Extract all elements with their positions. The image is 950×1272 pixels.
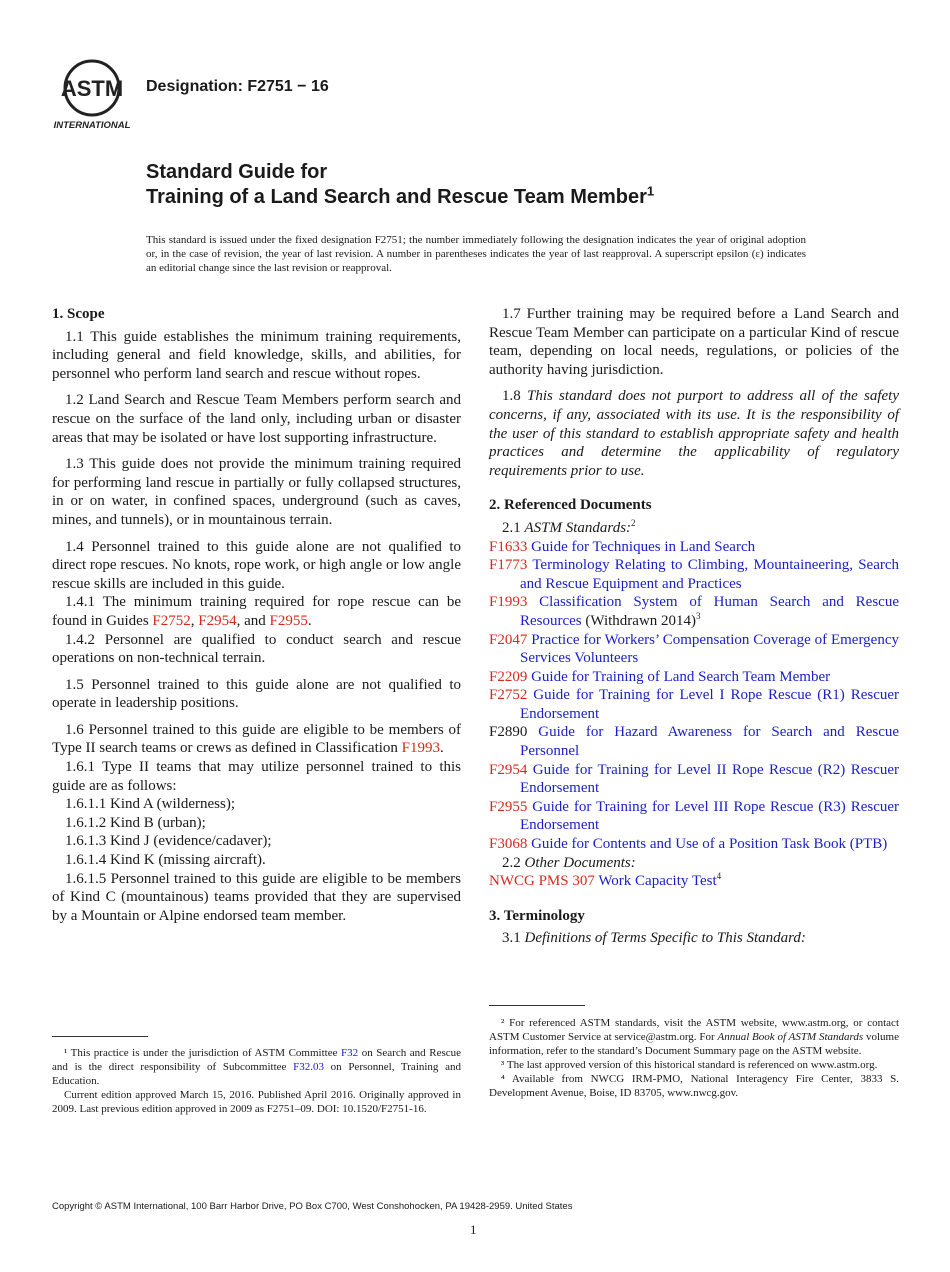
para-2-1: 2.1 ASTM Standards:$^2$ bbox=[502, 517, 636, 536]
reference-item bbox=[489, 723, 899, 760]
para-1-4-1: 1.4.1 The minimum training required for rope rescue can be found in Guides F2752, F2954, and F2955. bbox=[52, 594, 461, 629]
astm-logo bbox=[50, 58, 134, 132]
referenced-standards-list bbox=[489, 538, 899, 854]
ref-code[interactable]: F1773 bbox=[489, 557, 528, 574]
ref-title[interactable]: Classification System of Human Search and Rescue Resources bbox=[520, 594, 899, 629]
ref-code[interactable]: F1633 bbox=[489, 538, 528, 555]
para-1-4: 1.4 Personnel trained to this guide alone are not qualified to direct rope rescues. No knots, rope work, or high angle or low angle rescue skills are included in this guide. bbox=[52, 538, 461, 592]
reference-item bbox=[489, 798, 899, 835]
footnote-2: ² For referenced ASTM standards, visit the ASTM website, www.astm.org, or contact ASTM Customer Service at service@astm.org. For Annual Book of ASTM Standards volume information, refer to the standard’s Document Summary page on the ASTM website. bbox=[489, 1017, 899, 1057]
reference-item bbox=[489, 538, 899, 557]
para-1-4-2: 1.4.2 Personnel are qualified to conduct search and rescue operations on non-technical terrain. bbox=[52, 631, 461, 667]
para-1-6-1-1: 1.6.1.1 Kind A (wilderness); bbox=[65, 796, 235, 813]
ref-code[interactable]: F2209 bbox=[489, 668, 528, 685]
ref-link[interactable]: F32.03 bbox=[293, 1061, 324, 1073]
para-1-6-1-4: 1.6.1.4 Kind K (missing aircraft). bbox=[65, 852, 266, 869]
svg-text:ASTM: ASTM bbox=[60, 76, 124, 101]
para-1-8: 1.8 This standard does not purport to address all of the safety concerns, if any, associated with its use. It is the responsibility of the user of this standard to establish appropriate safety and health practices and determine the applicability of regulatory requirements prior to use. bbox=[489, 388, 900, 479]
ref-link[interactable]: F2954 bbox=[198, 612, 237, 629]
reference-item bbox=[489, 686, 899, 723]
ref-title[interactable]: Guide for Training of Land Search Team Member bbox=[531, 668, 831, 685]
para-1-6-1-2: 1.6.1.2 Kind B (urban); bbox=[65, 814, 206, 831]
intro-paragraph: This standard is issued under the fixed designation F2751; the number immediately following the designation indicates the year of original adoption or, in the case of revision, the year of last revision. A number in parentheses indicates the year of last reapproval. A superscript epsilon (ε) indicates an editorial change since the last revision or reapproval. bbox=[146, 234, 806, 274]
ref-title[interactable]: Guide for Hazard Awareness for Search and Rescue Personnel bbox=[520, 724, 900, 760]
ref-title[interactable]: Guide for Contents and Use of a Position Task Book (PTB) bbox=[531, 836, 888, 853]
para-1-6-1: 1.6.1 Type II teams that may utilize personnel trained to this guide are as follows: bbox=[52, 759, 461, 794]
ref-code[interactable]: F2955 bbox=[489, 798, 528, 815]
ref-code[interactable]: NWCG PMS 307 bbox=[489, 873, 595, 890]
reference-item bbox=[489, 631, 899, 668]
reference-item bbox=[489, 761, 899, 798]
ref-title[interactable]: Work Capacity Test bbox=[598, 873, 717, 890]
copyright-notice: Copyright © ASTM International, 100 Barr Harbor Drive, PO Box C700, West Conshohocken, PA 19428-2959. United States bbox=[52, 1201, 573, 1212]
reference-item bbox=[489, 668, 899, 687]
para-1-7: 1.7 Further training may be required before a Land Search and Rescue Team Member can participate on a particular Kind of rescue team, depending on local needs, regulations, or policies of the authority having jurisdiction. bbox=[489, 306, 899, 378]
svg-text:INTERNATIONAL: INTERNATIONAL bbox=[53, 120, 131, 131]
ref-link[interactable]: F2752 bbox=[152, 612, 191, 629]
ref-code[interactable]: F1993 bbox=[489, 594, 528, 611]
ref-link[interactable]: F32 bbox=[341, 1047, 359, 1059]
footnotes-right bbox=[489, 1016, 899, 1100]
footnote-rule bbox=[52, 1036, 148, 1037]
ref-link[interactable]: F1993 bbox=[401, 740, 441, 757]
para-1-1: 1.1 This guide establishes the minimum training requirements, including general and field knowledge, skills, and abilities, for personnel who perform land search and rescue without ropes. bbox=[52, 328, 461, 382]
footnote-rule bbox=[489, 1005, 585, 1006]
ref-code[interactable]: F2752 bbox=[489, 687, 528, 704]
right-column bbox=[489, 305, 899, 948]
left-column bbox=[52, 305, 461, 925]
footnote-3: ³ The last approved version of this historical standard is referenced on www.astm.org. bbox=[501, 1059, 878, 1071]
ref-title[interactable]: Guide for Training for Level I Rope Rescue (R1) Rescuer Endorsement bbox=[520, 687, 900, 722]
para-1-6: 1.6 Personnel trained to this guide are eligible to be members of Type II search teams or crews as defined in Classification F1993. bbox=[52, 721, 461, 757]
ref-title[interactable]: Guide for Training for Level II Rope Rescue (R2) Rescuer Endorsement bbox=[520, 761, 900, 797]
ref-title[interactable]: Guide for Techniques in Land Search bbox=[531, 538, 756, 555]
footnote-1: ¹ This practice is under the jurisdiction of ASTM Committee F32 on Search and Rescue and is the direct responsibility of Subcommittee F32.03 on Personnel, Training and Education. bbox=[52, 1047, 462, 1087]
ref-code[interactable]: F2954 bbox=[489, 761, 528, 778]
ref-code[interactable]: F3068 bbox=[489, 836, 528, 853]
footnotes-left bbox=[52, 1046, 461, 1116]
reference-item-nwcg: NWCG PMS 307 Work Capacity Test$^4$ bbox=[489, 871, 722, 890]
section-heading-terminology: 3. Terminology bbox=[489, 907, 585, 924]
reference-item bbox=[489, 835, 899, 854]
reference-item: F1993 Classification System of Human Search and Rescue Resources (Withdrawn 2014)$^3$ bbox=[489, 594, 899, 629]
para-2-2: 2.2 Other Documents: bbox=[502, 854, 636, 871]
para-1-3: 1.3 This guide does not provide the minimum training required for performing land rescue in partially or fully collapsed structures, in or on water, in confined spaces, underground (such as caves, mines, and tunnels), or in mountainous terrain. bbox=[52, 456, 461, 528]
para-3-1: 3.1 Definitions of Terms Specific to This Standard: bbox=[502, 930, 806, 947]
ref-link[interactable]: F2955 bbox=[269, 612, 308, 629]
ref-title[interactable]: Practice for Workers’ Compensation Coverage of Emergency Services Volunteers bbox=[520, 631, 899, 667]
ref-title[interactable]: Terminology Relating to Climbing, Mountaineering, Search and Rescue Equipment and Practices bbox=[520, 557, 899, 592]
section-heading-referenced-documents: 2. Referenced Documents bbox=[489, 497, 652, 514]
document-title: Standard Guide for Training of a Land Search and Rescue Team Member$^1$ bbox=[146, 161, 655, 208]
para-1-6-1-5: 1.6.1.5 Personnel trained to this guide are eligible to be members of Kind C (mountainous) teams provided that they are supervised by a Mountain or Alpine endorsed team member. bbox=[52, 870, 461, 924]
ref-title[interactable]: Guide for Training for Level III Rope Rescue (R3) Rescuer Endorsement bbox=[520, 798, 900, 834]
designation: Designation: F2751 − 16 bbox=[146, 78, 329, 95]
para-1-5: 1.5 Personnel trained to this guide alone are not qualified to operate in leadership positions. bbox=[52, 676, 461, 712]
ref-code: F2890 bbox=[489, 724, 528, 741]
para-1-2: 1.2 Land Search and Rescue Team Members perform search and rescue on the surface of the land only, including urban or disaster areas that may be isolated or have lost supporting infrastructure. bbox=[52, 392, 461, 446]
reference-item bbox=[489, 556, 899, 593]
page-number: 1 bbox=[470, 1222, 477, 1237]
ref-code[interactable]: F2047 bbox=[489, 631, 528, 648]
section-heading-scope: 1. Scope bbox=[52, 306, 105, 322]
para-1-6-1-3: 1.6.1.3 Kind J (evidence/cadaver); bbox=[65, 833, 272, 850]
footnote-1-edition: Current edition approved March 15, 2016. Published April 2016. Originally approved in 2009. Last previous edition approved in 2009 as F2751–09. DOI: 10.1520/F2751-16. bbox=[52, 1089, 461, 1115]
footnote-4: ⁴ Available from NWCG IRM-PMO, National Interagency Fire Center, 3833 S. Development Avenue, Boise, ID 83705, www.nwcg.gov. bbox=[489, 1073, 899, 1099]
